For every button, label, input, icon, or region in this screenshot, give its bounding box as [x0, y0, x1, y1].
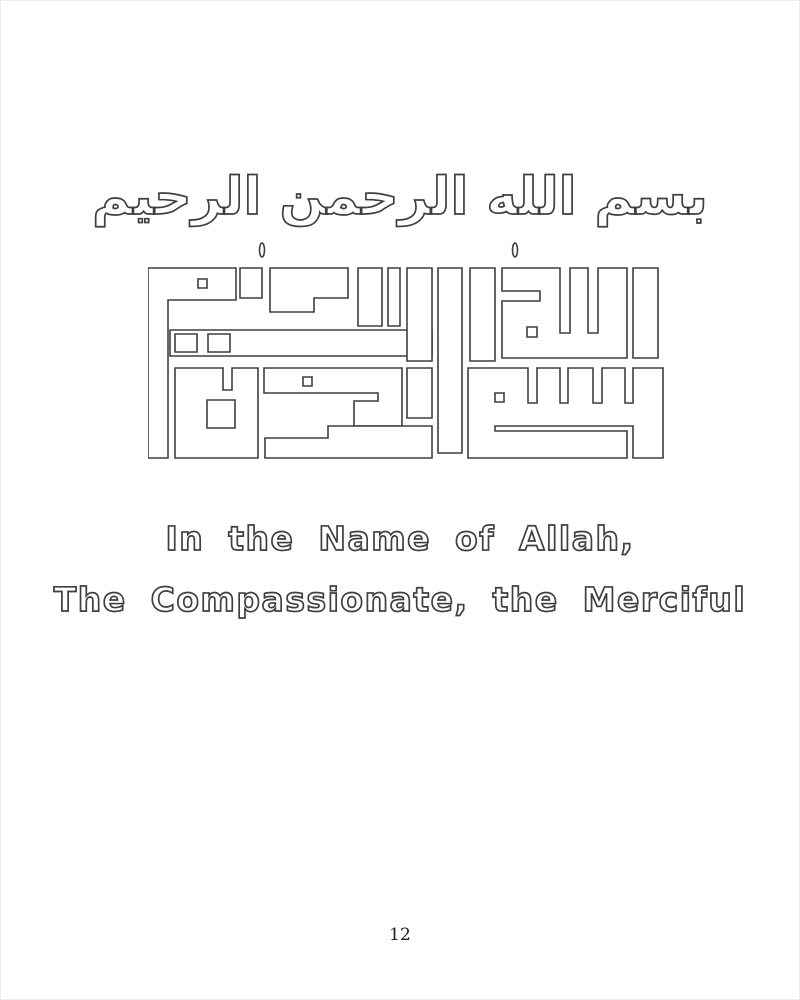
kufic-piece	[175, 368, 258, 458]
kufic-piece	[633, 268, 658, 358]
kufic-piece	[502, 268, 627, 358]
kufic-piece	[468, 368, 663, 458]
kufic-piece	[438, 268, 462, 453]
calligraphy-tail-mark	[513, 243, 518, 257]
page-number: 12	[389, 925, 411, 945]
kufic-piece	[240, 268, 262, 298]
kufic-piece	[264, 368, 402, 426]
kufic-piece	[470, 268, 495, 361]
bismillah-arabic-calligraphy: بسم الله الرحمن الرحيم	[92, 167, 708, 227]
kufic-piece	[358, 268, 382, 326]
kufic-piece	[265, 426, 432, 458]
kufic-piece	[270, 268, 348, 312]
kufic-piece	[388, 268, 400, 326]
kufic-piece	[407, 268, 432, 361]
english-translation-line2: The Compassionate, the Merciful	[53, 580, 747, 619]
square-kufic-graphic-svg	[148, 240, 668, 460]
english-translation-line1: In the Name of Allah,	[165, 519, 635, 558]
kufic-piece	[170, 330, 432, 356]
calligraphy-tail-mark	[260, 243, 265, 257]
square-kufic-bismillah-graphic	[148, 240, 668, 460]
kufic-piece	[407, 368, 432, 418]
